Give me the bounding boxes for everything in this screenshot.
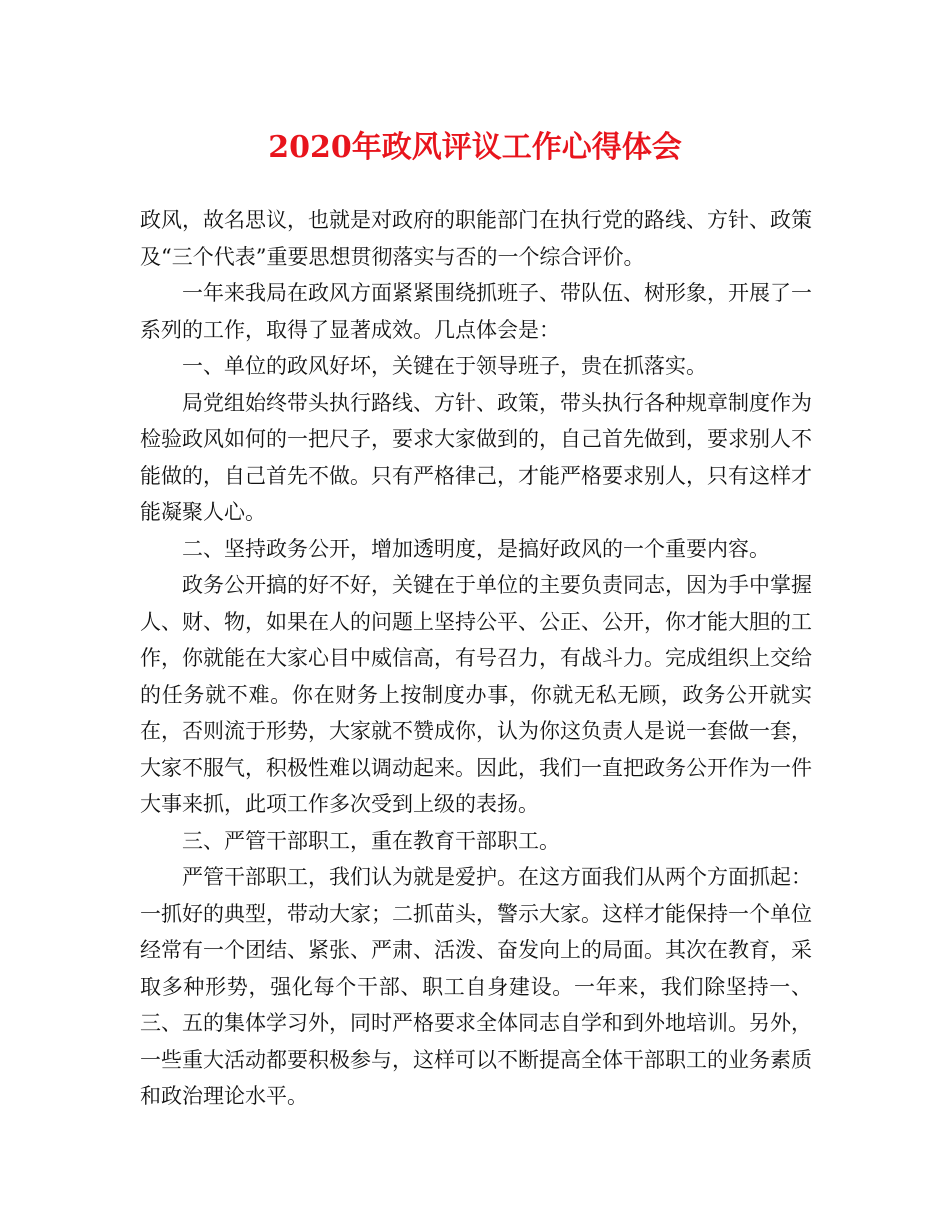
paragraph-definition: 政风，故名思议，也就是对政府的职能部门在执行党的路线、方针、政策及“三个代表”重要思想贯彻落实与否的一个综合评价。 bbox=[140, 208, 812, 269]
paragraph-heading-three: 三、严管干部职工，重在教育干部职工。 bbox=[182, 828, 560, 853]
paragraph-leadership: 局党组始终带头执行路线、方针、政策，带头执行各种规章制度作为检验政风如何的一把尺子，要求大家做到的，自己首先做到，要求别人不能做的，自己首先不做。只有严格律己，才能严格要求别人，只有这样才能凝聚人心。 bbox=[140, 390, 812, 524]
page-title: 2020年政风评议工作心得体会 bbox=[268, 130, 682, 165]
paragraph-heading-one: 一、单位的政风好坏，关键在于领导班子，贵在抓落实。 bbox=[182, 354, 707, 378]
paragraph-heading-two: 二、坚持政务公开，增加透明度，是搞好政风的一个重要内容。 bbox=[182, 536, 770, 561]
paragraph-education: 严管干部职工，我们认为就是爱护。在这方面我们从两个方面抓起：一抓好的典型，带动大家；二抓苗头，警示大家。这样才能保持一个单位经常有一个团结、紧张、严肃、活泼、奋发向上的局面。其次在教育，采取多种形势，强化每个干部、职工自身建设。一年来，我们除坚持一、三、五的集体学习外，同时严格要求全体同志自学和到外地培训。另外，一些重大活动都要积极参与，这样可以不断提高全体干部职工的业务素质和政治理论水平。 bbox=[140, 865, 812, 1108]
paragraph-overview: 一年来我局在政风方面紧紧围绕抓班子、带队伍、树形象，开展了一系列的工作，取得了显著成效。几点体会是： bbox=[140, 281, 812, 342]
paragraph-transparency: 政务公开搞的好不好，关键在于单位的主要负责同志，因为手中掌握人、财、物，如果在人的问题上坚持公平、公正、公开，你才能大胆的工作，你就能在大家心目中威信高，有号召力，有战斗力。完成组织上交给的任务就不难。你在财务上按制度办事，你就无私无顾，政务公开就实在，否则流于形势，大家就不赞成你，认为你这负责人是说一套做一套，大家不服气，积极性难以调动起来。因此，我们一直把政务公开作为一件大事来抓，此项工作多次受到上级的表扬。 bbox=[140, 573, 812, 816]
document-body bbox=[140, 202, 812, 1115]
